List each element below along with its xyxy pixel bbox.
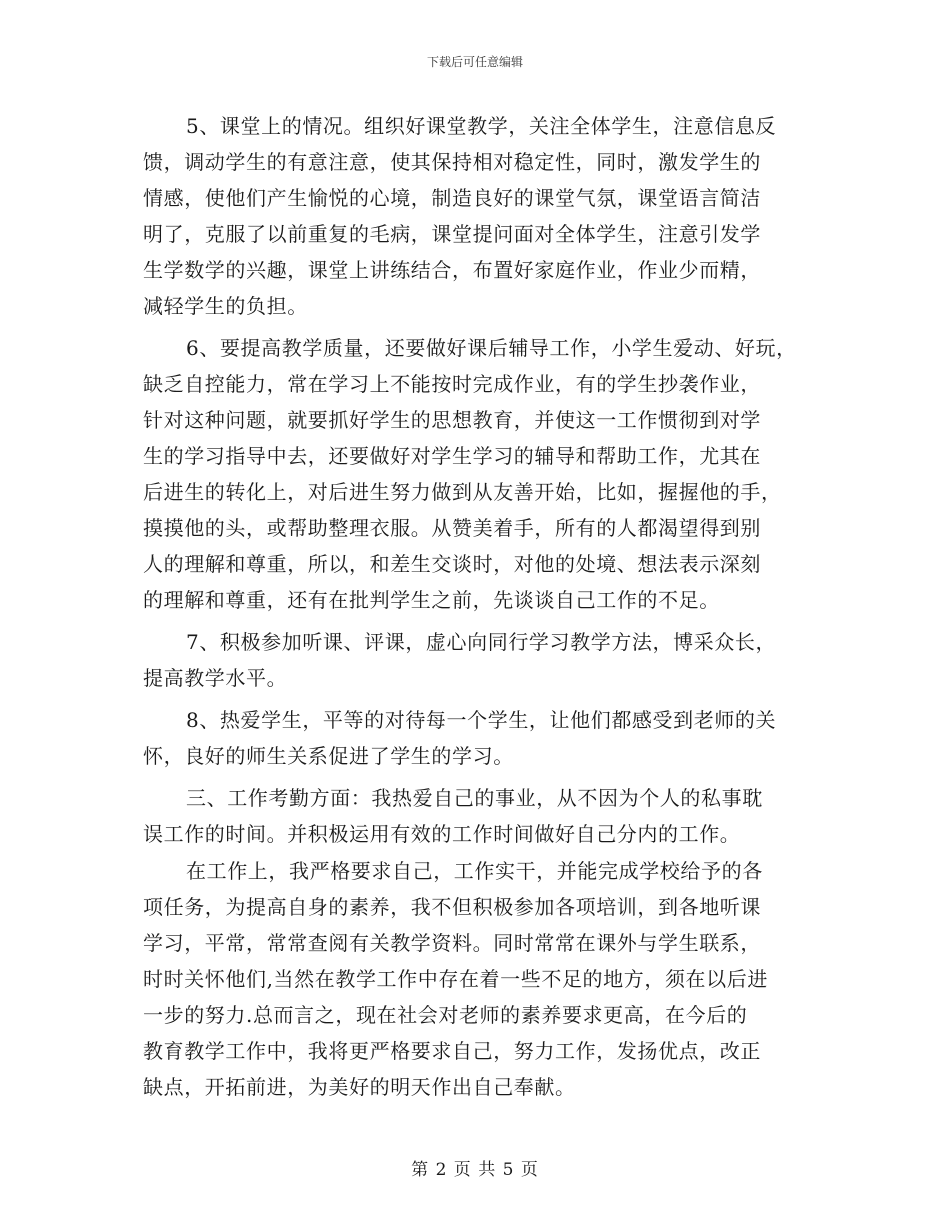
text-line: 在工作上，我严格要求自己，工作实干，并能完成学校给予的各 (186, 859, 763, 883)
text-line: 6、要提高教学质量，还要做好课后辅导工作，小学生爱动、好玩， (186, 336, 797, 360)
text-line: 误工作的时间。并积极运用有效的工作时间做好自己分内的工作。 (143, 822, 741, 846)
text-line: 一步的努力.总而言之，现在社会对老师的素养要求更高，在今后的 (143, 1003, 748, 1027)
text-line: 后进生的转化上，对后进生努力做到从友善开始，比如，握握他的手， (143, 480, 782, 504)
text-line: 提高教学水平。 (143, 666, 288, 690)
text-line: 的理解和尊重，还有在批判学生之前，先谈谈自己工作的不足。 (143, 588, 720, 612)
text-line: 针对这种问题，就要抓好学生的思想教育，并使这一工作惯彻到对学 (143, 408, 761, 432)
text-line: 缺点，开拓前进，为美好的明天作出自己奉献。 (143, 1075, 576, 1099)
text-line: 生的学习指导中去，还要做好对学生学习的辅导和帮助工作，尤其在 (143, 444, 761, 468)
text-line: 馈，调动学生的有意注意，使其保持相对稳定性，同时，激发学生的 (143, 150, 761, 174)
text-line: 生学数学的兴趣，课堂上讲练结合，布置好家庭作业，作业少而精， (143, 258, 761, 282)
text-line: 摸摸他的头，或帮助整理衣服。从赞美着手，所有的人都渴望得到别 (143, 516, 761, 540)
text-line: 三、工作考勤方面：我热爱自己的事业，从不因为个人的私事耽 (186, 786, 763, 810)
text-line: 学习，平常，常常查阅有关教学资料。同时常常在课外与学生联系， (143, 931, 761, 955)
text-line: 教育教学工作中，我将更严格要求自己，努力工作，发扬优点，改正 (143, 1039, 761, 1063)
page-header: 下载后可任意编辑 (426, 55, 523, 69)
text-line: 明了，克服了以前重复的毛病，课堂提问面对全体学生，注意引发学 (143, 222, 761, 246)
page-number: 第 2 页 共 5 页 (411, 1160, 539, 1180)
text-line: 项任务，为提高自身的素养，我不但积极参加各项培训，到各地听课 (143, 895, 761, 919)
text-line: 缺乏自控能力，常在学习上不能按时完成作业，有的学生抄袭作业， (143, 372, 761, 396)
text-line: 减轻学生的负担。 (143, 294, 308, 318)
text-line: 时时关怀他们,当然在教学工作中存在着一些不足的地方，须在以后进 (143, 967, 768, 991)
text-line: 怀，良好的师生关系促进了学生的学习。 (143, 744, 514, 768)
text-line: 人的理解和尊重，所以，和差生交谈时，对他的处境、想法表示深刻 (143, 552, 761, 576)
text-line: 8、热爱学生，平等的对待每一个学生，让他们都感受到老师的关 (186, 708, 777, 732)
text-line: 7、积极参加听课、评课，虚心向同行学习教学方法，博采众长， (186, 630, 777, 654)
text-line: 情感，使他们产生愉悦的心境，制造良好的课堂气氛，课堂语言简洁 (143, 186, 761, 210)
text-line: 5、课堂上的情况。组织好课堂教学，关注全体学生，注意信息反 (186, 114, 777, 138)
